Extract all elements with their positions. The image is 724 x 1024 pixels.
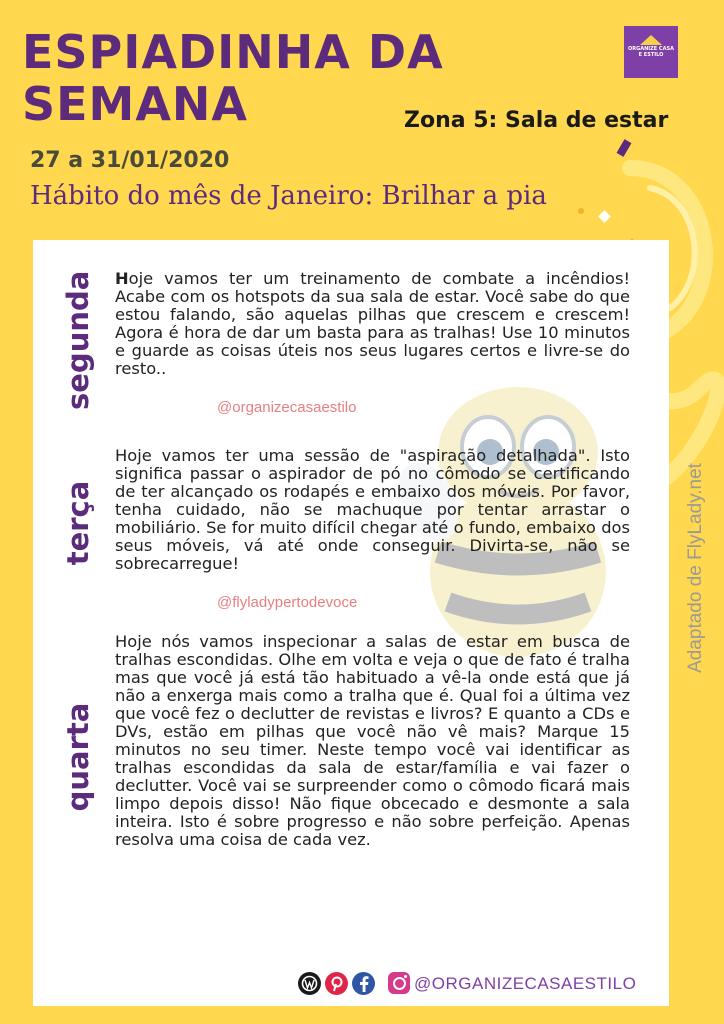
instagram-dot [404, 975, 407, 978]
footer-handle[interactable]: @ORGANIZECASAESTILO [414, 974, 637, 993]
side-credit: Adaptado de FlyLady.net [685, 463, 706, 673]
zone-label: Zona 5: Sala de estar [404, 108, 669, 133]
title-line-2: SEMANA [22, 77, 249, 131]
handle-flyladypertodevoce: @flyladypertodevoce [217, 594, 358, 611]
habit-of-month: Hábito do mês de Janeiro: Brilhar a pia [30, 181, 547, 211]
wordpress-icon[interactable] [298, 972, 321, 995]
day-label-quarta: quarta [61, 702, 95, 812]
date-range: 27 a 31/01/2020 [30, 148, 230, 173]
social-icons [298, 972, 375, 995]
confetti-piece [578, 208, 584, 214]
handle-organizecasaestilo: @organizecasaestilo [217, 399, 357, 416]
paragraph-terca [115, 447, 630, 573]
paragraph-segunda [115, 270, 630, 378]
house-roof-icon [640, 35, 662, 45]
paragraph-text: Hoje nós vamos inspecionar a salas de estar em busca de tralhas escondidas. Olhe em volta e veja o que de fato é tralha mas que você já está tão habituado a vê-la onde está que já não a enxerga mais como a tralha que é. Qual foi a última vez que você fez o declutter de revistas e livros? E quanto a CDs e DVs, estão em pilhas que você não vê mais? Marque 15 minutos no seu timer. Neste tempo você vai identificar as tralhas escondidas da sala de estar/família e vai fazer o declutter. Você vai se surpreender como o cômodo ficará mais limpo depois disso! Não fique obcecado e desmonte a sala inteira. Isto é sobre progresso e não sobre perfeição. Apenas resolva uma coisa de cada vez. [115, 632, 630, 849]
paragraph-text: oje vamos ter um treinamento de combate a incêndios! Acabe com os hotspots da sua sala de estar. Você sabe do que estou falando, são aquelas pilhas que crescem e crescem! Agora é hora de dar um basta para as tralhas! Use 10 minutos e guarde as coisas úteis nos seus lugares certos e livre-se do resto.. [115, 269, 630, 378]
page-title [22, 26, 444, 130]
instagram-icon[interactable] [388, 972, 410, 994]
pinterest-icon[interactable] [325, 972, 348, 995]
day-label-segunda: segunda [61, 270, 95, 410]
day-label-terca: terça [61, 480, 95, 566]
title-line-1: ESPIADINHA DA [22, 25, 444, 79]
facebook-icon[interactable] [352, 972, 375, 995]
instagram-ring [393, 977, 406, 990]
brand-logo [624, 26, 678, 78]
logo-text: ORGANIZE CASA E ESTILO [628, 46, 674, 58]
paragraph-text: Hoje vamos ter uma sessão de "aspiração detalhada". Isto significa passar o aspirador de pó no cômodo se certificando de ter alcançado os rodapés e embaixo dos móveis. Por favor, tenha cuidado, não se machuque por tentar arrastar o mobiliário. Se for muito difícil chegar até o fundo, embaixo dos seus móveis, vá até onde conseguir. Divirta-se, não se sobrecarregue! [115, 446, 630, 573]
paragraph-quarta [115, 633, 630, 849]
paragraph-first-letter: H [115, 269, 129, 288]
